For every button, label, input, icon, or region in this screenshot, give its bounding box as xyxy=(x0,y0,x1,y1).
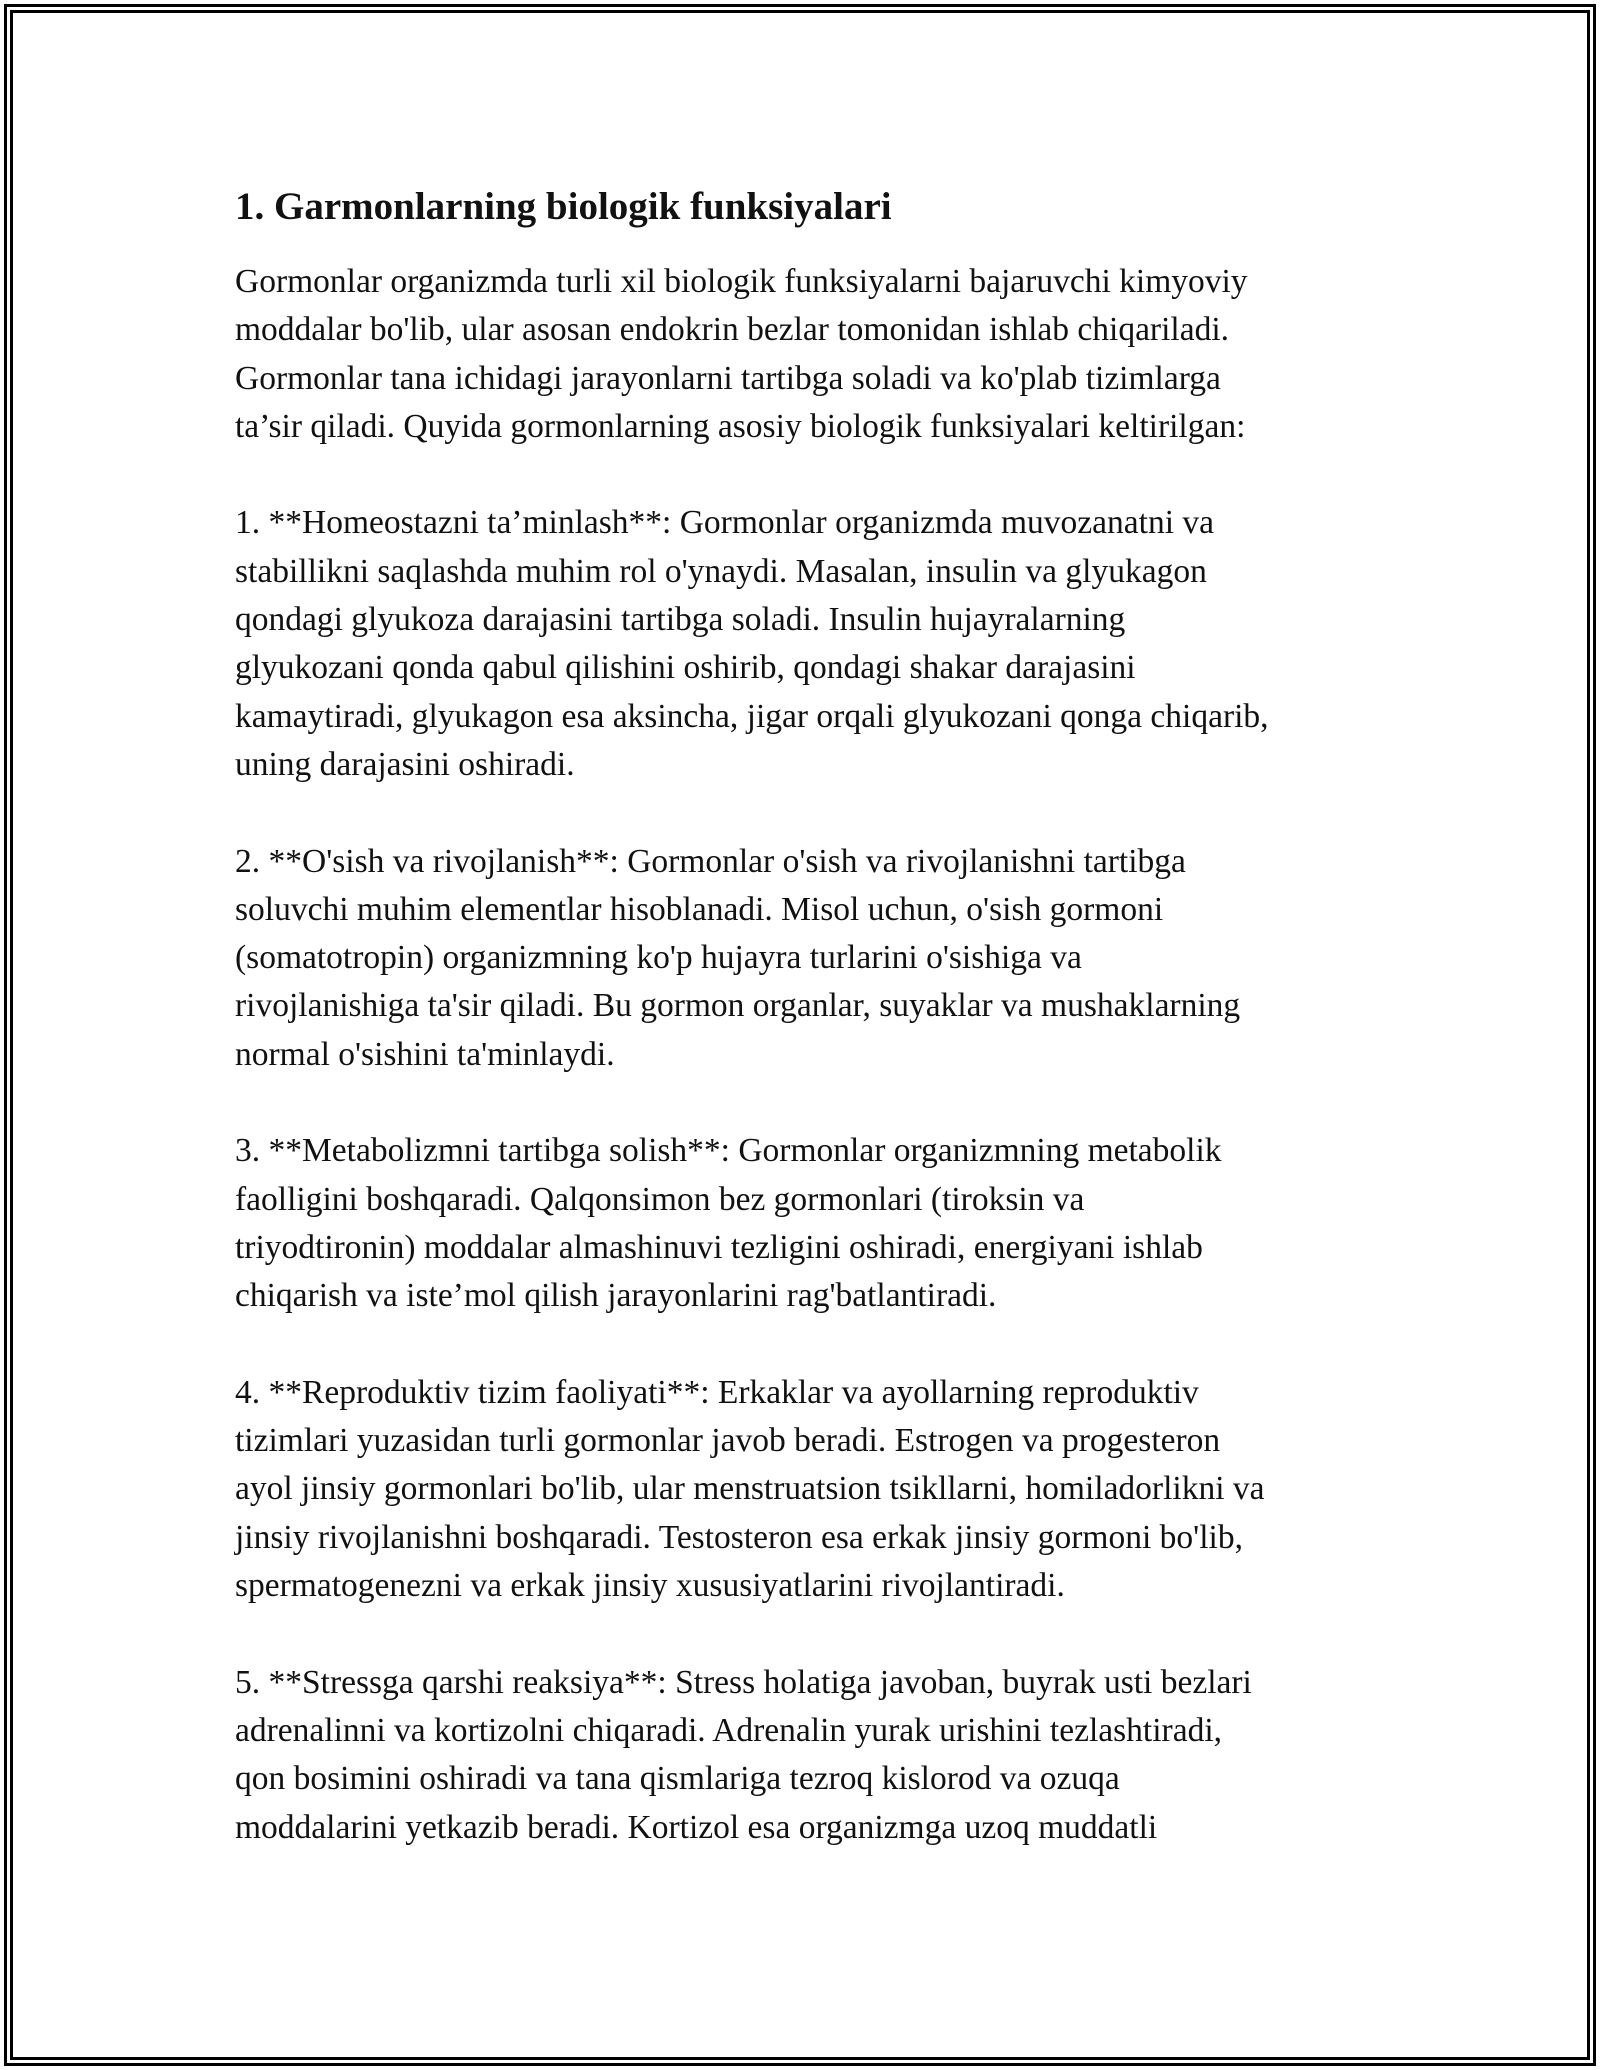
text-line: qon bosimini oshiradi va tana qismlariga tezroq kislorod va ozuqa xyxy=(235,1760,1120,1798)
intro-paragraph xyxy=(235,258,1385,451)
paragraph-homeostasis xyxy=(235,499,1385,789)
text-line: triyodtironin) moddalar almashinuvi tezligini oshiradi, energiyani ishlab xyxy=(235,1228,1203,1266)
text-line: 4. **Reproduktiv tizim faoliyati**: Erkaklar va ayollarning reproduktiv xyxy=(235,1373,1199,1411)
text-line: Gormonlar organizmda turli xil biologik funksiyalarni bajaruvchi kimyoviy xyxy=(235,263,1248,300)
text-line: ayol jinsiy gormonlari bo'lib, ular menstruatsion tsikllarni, homiladorlikni va xyxy=(235,1470,1265,1508)
text-line: rivojlanishiga ta'sir qiladi. Bu gormon organlar, suyaklar va mushaklarning xyxy=(235,987,1241,1025)
text-line: normal o'sishini ta'minlaydi. xyxy=(235,1035,615,1073)
text-line: Gormonlar tana ichidagi jarayonlarni tartibga soladi va ko'plab tizimlarga xyxy=(235,359,1221,397)
paragraph-stress xyxy=(235,1659,1385,1852)
paragraph-reproductive xyxy=(235,1369,1385,1610)
text-line: spermatogenezni va erkak jinsiy xususiyatlarini rivojlantiradi. xyxy=(235,1567,1065,1605)
document-body xyxy=(235,182,1385,1900)
text-line: kamaytiradi, glyukagon esa aksincha, jigar orqali glyukozani qonga chiqarib, xyxy=(235,697,1269,735)
section-heading: 1. Garmonlarning biologik funksiyalari xyxy=(235,185,892,228)
text-line: tizimlari yuzasidan turli gormonlar javob beradi. Estrogen va progesteron xyxy=(235,1422,1221,1460)
text-line: glyukozani qonda qabul qilishini oshirib, qondagi shakar darajasini xyxy=(235,649,1136,687)
paragraph-metabolism xyxy=(235,1127,1385,1320)
text-line: jinsiy rivojlanishni boshqaradi. Testosteron esa erkak jinsiy gormoni bo'lib, xyxy=(235,1518,1243,1556)
text-line: faolligini boshqaradi. Qalqonsimon bez gormonlari (tiroksin va xyxy=(235,1180,1085,1218)
text-line: 1. **Homeostazni ta’minlash**: Gormonlar organizmda muvozanatni va xyxy=(235,504,1215,542)
text-line: chiqarish va iste’mol qilish jarayonlarini rag'batlantiradi. xyxy=(235,1277,997,1315)
text-line: stabillikni saqlashda muhim rol o'ynaydi. Masalan, insulin va glyukagon xyxy=(235,552,1207,590)
text-line: (somatotropin) organizmning ko'p hujayra turlarini o'sishiga va xyxy=(235,939,1082,977)
text-line: uning darajasini oshiradi. xyxy=(235,745,575,783)
text-line: 2. **O'sish va rivojlanish**: Gormonlar o'sish va rivojlanishni tartibga xyxy=(235,842,1186,880)
text-line: moddalar bo'lib, ular asosan endokrin bezlar tomonidan ishlab chiqariladi. xyxy=(235,311,1230,349)
text-line: qondagi glyukoza darajasini tartibga soladi. Insulin hujayralarning xyxy=(235,601,1126,639)
text-line: ta’sir qiladi. Quyida gormonlarning asosiy biologik funksiyalari keltirilgan: xyxy=(235,407,1246,445)
text-line: moddalarini yetkazib beradi. Kortizol esa organizmga uzoq muddatli xyxy=(235,1808,1158,1846)
text-line: soluvchi muhim elementlar hisoblanadi. Misol uchun, o'sish gormoni xyxy=(235,890,1164,928)
text-line: 5. **Stressga qarshi reaksiya**: Stress holatiga javoban, buyrak usti bezlari xyxy=(235,1663,1252,1701)
paragraph-growth xyxy=(235,838,1385,1079)
text-line: 3. **Metabolizmni tartibga solish**: Gormonlar organizmning metabolik xyxy=(235,1132,1222,1170)
text-line: adrenalinni va kortizolni chiqaradi. Adrenalin yurak urishini tezlashtiradi, xyxy=(235,1711,1223,1749)
